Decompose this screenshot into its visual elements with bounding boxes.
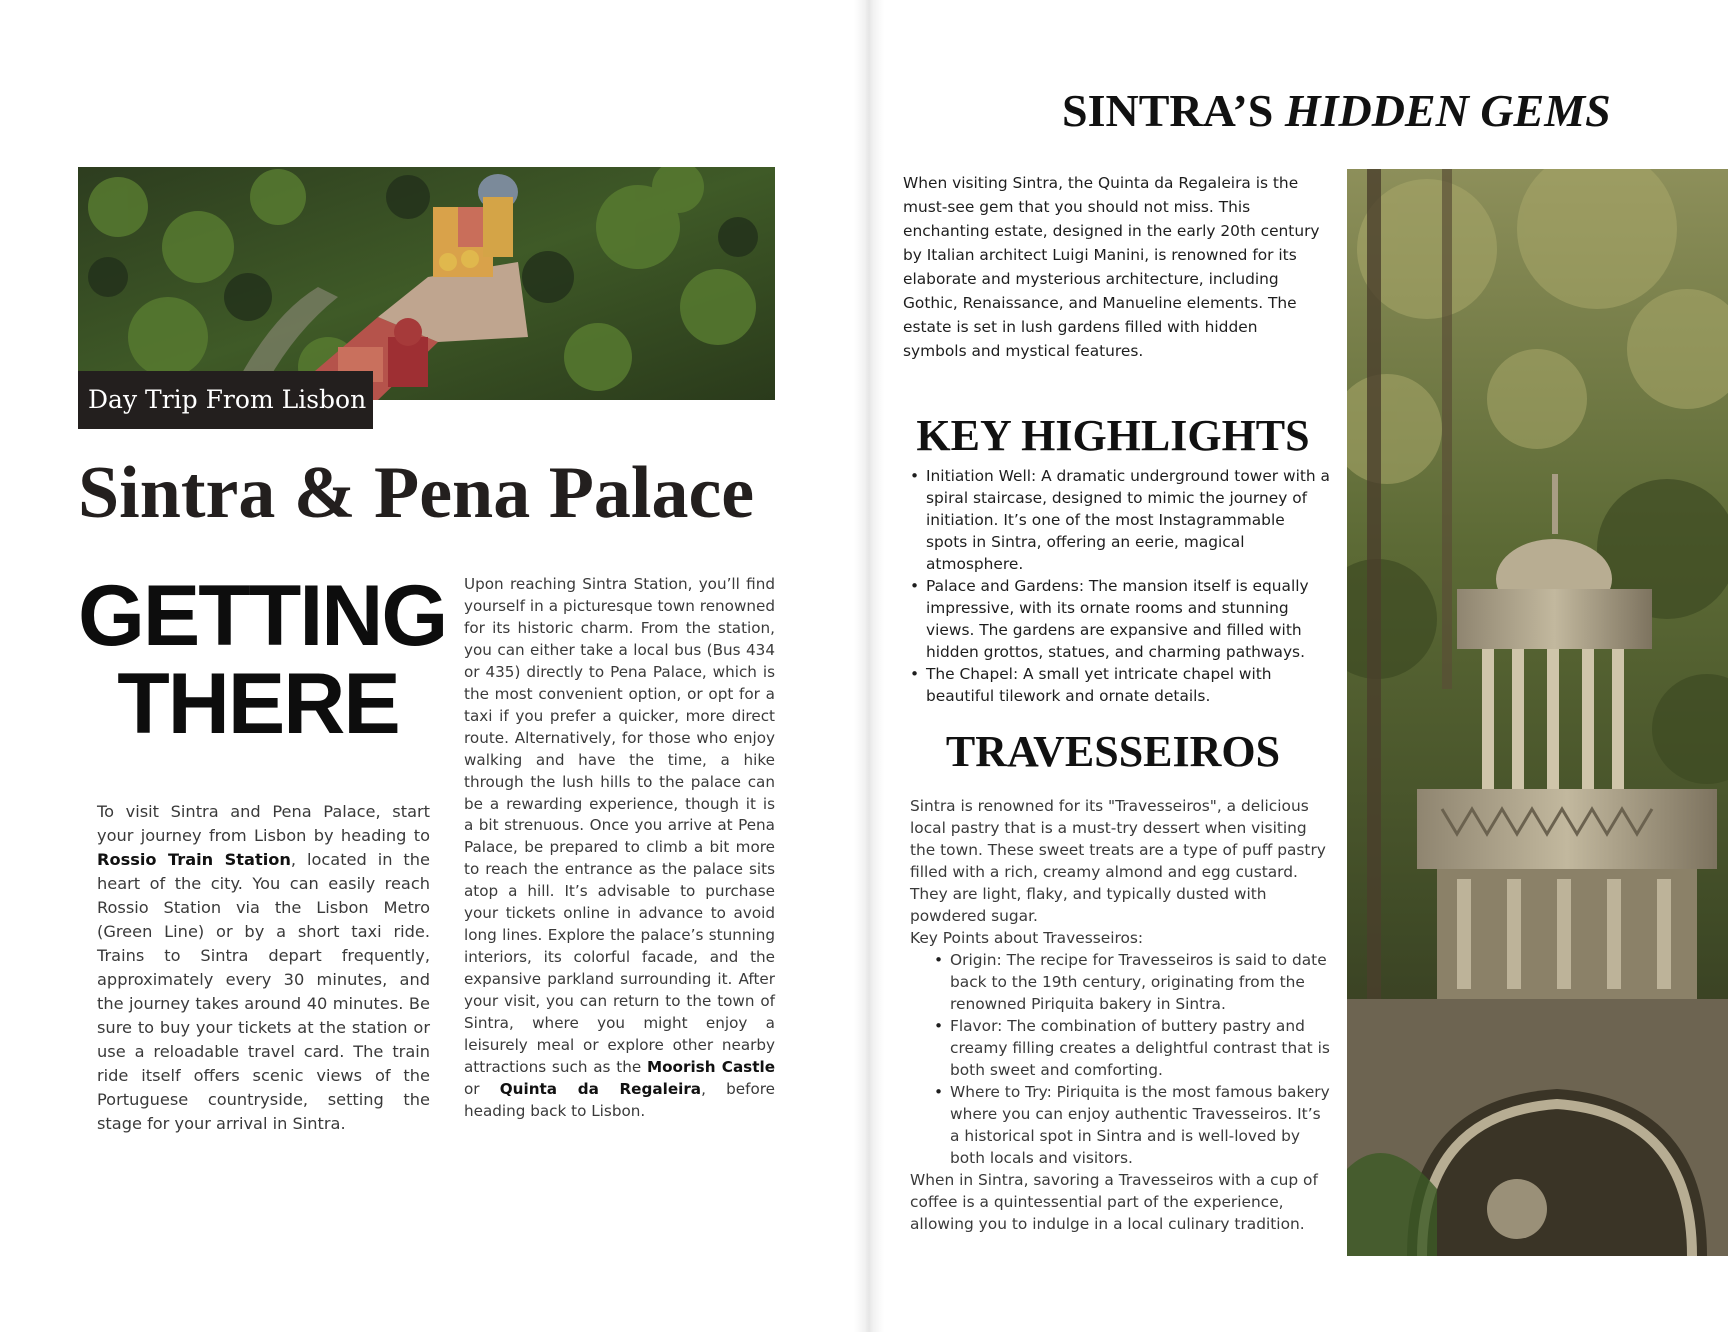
key-highlights-heading: KEY HIGHLIGHTS [916,411,1310,460]
right-page [862,0,1728,1332]
list-item: • The Chapel: A small yet intricate chapel with beautiful tilework and ornate details. [910,663,1330,707]
travesseiros-points-list [924,949,1330,1169]
col1-text-2: , located in the heart of the city. You can easily reach Rossio Station via the Lisbon Metro (Green Line) or by a short taxi ride. Trains to Sintra depart frequently, approximately every 30 minutes, and the journey takes around 40 minutes. Be sure to buy your tickets at the station or use a reloadable travel card. The train ride itself offers scenic views of the Portuguese countryside, setting the stage for your arrival in Sintra. [97,850,430,1133]
list-item: • Where to Try: Piriquita is the most famous bakery where you can enjoy authentic Travesseiros. It’s a historical spot in Sintra and is well-loved by both locals and visitors. [924,1081,1330,1169]
getting-there-column-1 [97,800,430,1136]
left-page [0,0,862,1332]
quinta-da-regaleira-bold: Quinta da Regaleira [499,1079,702,1098]
col1-text-1: To visit Sintra and Pena Palace, start your journey from Lisbon by heading to [97,802,430,845]
page-gutter [854,0,884,1332]
page-title: Sintra & Pena Palace [78,452,755,534]
travesseiros-outro: When in Sintra, savoring a Travesseiros with a cup of coffee is a quintessential part of the experience, allowing you to indulge in a local culinary tradition. [910,1171,1318,1233]
list-item: • Origin: The recipe for Travesseiros is said to date back to the 19th century, originating from the renowned Piriquita bakery in Sintra. [924,949,1330,1015]
section-title [78,568,447,752]
list-item: • Palace and Gardens: The mansion itself is equally impressive, with its ornate rooms and stunning views. The gardens are expansive and filled with hidden grottos, statues, and charming pathways. [910,575,1330,663]
kicker-label: Day Trip From Lisbon [78,371,373,429]
section-title-line-2: THERE [117,656,399,752]
hidden-gems-intro: When visiting Sintra, the Quinta da Regaleira is the must-see gem that you should not miss. This enchanting estate, designed in the early 20th century by Italian architect Luigi Manini, is renowned for its elaborate and mysterious architecture, including Gothic, Renaissance, and Manueline elements. The estate is set in lush gardens filled with hidden symbols and mystical features. [903,174,1320,360]
hidden-gems-title [1062,82,1611,140]
pena-palace-aerial-photo [78,167,775,400]
travesseiros-heading: TRAVESSEIROS [945,727,1281,776]
hidden-gems-title-plain: SINTRA’S [1062,85,1285,136]
travesseiros-section [910,795,1330,1235]
list-item: • Flavor: The combination of buttery pastry and creamy filling creates a delightful contrast that is both sweet and comforting. [924,1015,1330,1081]
col2-text-1: Upon reaching Sintra Station, you’ll find yourself in a picturesque town renowned for its historic charm. From the station, you can either take a local bus (Bus 434 or 435) directly to Pena Palace, which is the most convenient option, or opt for a taxi if you prefer a quicker, more direct route. Alternatively, for those who enjoy walking and have the time, a hike through the lush hills to the palace can be a rewarding experience, though it is a bit strenuous. Once you arrive at Pena Palace, be prepared to climb a bit more to reach the entrance as the palace sits atop a hill. It’s advisable to purchase your tickets online in advance to avoid long lines. Explore the palace’s stunning interiors, its colorful facade, and the expansive parkland surrounding it. After your visit, you can return to the town of Sintra, where you might enjoy a leisurely meal or explore other nearby attractions such as the [464,575,775,1076]
col2-text-3: , before heading back to Lisbon. [464,1079,775,1120]
list-item: • Initiation Well: A dramatic underground tower with a spiral staircase, designed to mimic the journey of initiation. It’s one of the most Instagrammable spots in Sintra, offering an eerie, magical atmosphere. [910,465,1330,575]
key-highlights-list [910,465,1330,707]
col2-text-2: or [464,1079,500,1098]
travesseiros-key-points-label: Key Points about Travesseiros: [910,929,1144,947]
hidden-gems-title-italic: HIDDEN GEMS [1284,85,1611,136]
section-title-line-1: GETTING [78,568,447,664]
regaleira-tower-photo [1347,169,1728,1256]
rossio-station-bold: Rossio Train Station [97,850,291,869]
moorish-castle-bold: Moorish Castle [647,1057,775,1076]
getting-there-column-2 [464,574,775,1123]
travesseiros-intro: Sintra is renowned for its "Travesseiros", a delicious local pastry that is a must-try dessert when visiting the town. These sweet treats are a type of puff pastry filled with a rich, creamy almond and egg custard. They are light, flaky, and typically dusted with powdered sugar. [910,797,1326,925]
